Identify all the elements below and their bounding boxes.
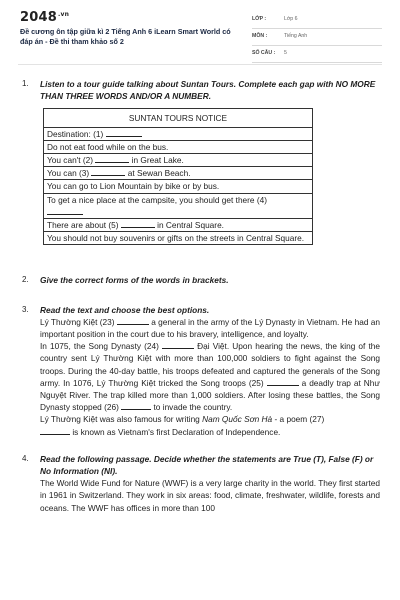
notice-row (44, 154, 312, 167)
question-2 (22, 274, 380, 286)
meta-value: 5 (284, 50, 287, 56)
meta-key: MÔN : (252, 33, 268, 39)
answer-blank-25[interactable] (267, 377, 299, 386)
answer-blank-5[interactable] (121, 219, 155, 228)
notice-text: You can (3) (47, 168, 90, 179)
question-4 (22, 453, 380, 514)
question-title: Give the correct forms of the words in brackets. (40, 275, 229, 286)
passage-paragraph (40, 316, 380, 340)
question-3 (22, 304, 380, 438)
question-title: Read the text and choose the best options. (40, 304, 210, 315)
notice-row (44, 180, 312, 193)
passage-text: Đại Việt. Upon hearing the news, the king of the country sent Lý Thường Kiệt with more than 100,000 soldiers to fight against the Song troops. During the 40-day battle, his troops defeated and captured the generals of the Song army. In 1076, Lý Thường Kiệt tricked the Song troops (25) (40, 341, 380, 388)
answer-blank-27[interactable] (40, 426, 70, 435)
meta-row-subject (252, 29, 382, 46)
notice-row (44, 167, 312, 180)
question-number: 4. (22, 453, 29, 463)
site-logo[interactable] (20, 10, 69, 25)
answer-blank-4[interactable] (47, 206, 83, 215)
meta-key: LỚP : (252, 16, 267, 22)
question-title: Listen to a tour guide talking about Suntan Tours. Complete each gap with NO MORE THAN THREE WORDS AND/OR A NUMBER. (40, 79, 376, 102)
question-number: 3. (22, 304, 29, 314)
notice-row (44, 128, 312, 141)
meta-row-question-count (252, 46, 382, 63)
answer-blank-3[interactable] (91, 167, 125, 176)
passage-text: a general in the army of the Lý Dynasty in Vietnam. He had an important position in the court due to his bravery, intelligence, and loyalty. (40, 316, 380, 340)
notice-table (43, 108, 313, 245)
question-1 (22, 78, 380, 245)
passage-paragraph (40, 413, 380, 437)
meta-value: Lớp 6 (284, 16, 298, 22)
notice-text: at Sewan Beach. (127, 168, 191, 179)
answer-blank-2[interactable] (95, 154, 129, 163)
notice-text: You should not buy souvenirs or gifts on the streets in Central Square. (47, 233, 305, 244)
passage-text: is known as Vietnam's first Declaration of Independence. (72, 426, 281, 437)
notice-text: in Central Square. (157, 220, 224, 231)
logo-suffix: .vn (57, 10, 70, 18)
notice-row (44, 232, 312, 244)
notice-text: Destination: (1) (47, 128, 104, 139)
document-title: Đề cương ôn tập giữa kì 2 Tiếng Anh 6 iLearn Smart World có đáp án - Đề thi tham khảo số 2 (20, 27, 231, 46)
meta-key: SỐ CÂU : (252, 50, 276, 56)
passage-paragraph (40, 340, 380, 413)
meta-row-class (252, 12, 382, 29)
passage-text: Lý Thường Kiệt was also famous for writing (40, 414, 200, 425)
page-header (0, 0, 400, 70)
notice-row (44, 141, 312, 154)
meta-table (252, 12, 382, 63)
notice-text: You can go to Lion Mountain by bike or by bus. (47, 181, 220, 192)
notice-row (44, 194, 312, 219)
answer-blank-24[interactable] (162, 340, 194, 349)
passage-text: Lý Thường Kiệt (23) (40, 316, 115, 327)
notice-text: To get a nice place at the campsite, you should get there (4) (47, 194, 267, 205)
header-divider (18, 64, 382, 65)
passage-paragraph: The World Wide Fund for Nature (WWF) is a very large charity in the world. They first started in 1961 in Switzerland. They work in six areas: food, climate, freshwater, wildlife, forests and oceans. The WWF has offices in more than 100 (40, 478, 380, 513)
notice-row (44, 219, 312, 232)
passage-text: - a poem (27) (274, 414, 325, 425)
notice-text: Do not eat food while on the bus. (47, 141, 169, 152)
document-body (0, 78, 400, 514)
passage-text: In 1075, the Song Dynasty (24) (40, 341, 159, 352)
poem-title: Nam Quốc Sơn Hà (202, 414, 273, 425)
passage-text: to invade the country. (153, 402, 233, 413)
question-number: 2. (22, 275, 29, 285)
passage-text: a deadly trap at Như Nguyệt River. The trap killed more than 1,000 soldiers. After losing these battles, the Song Dynasty stopped (26) (40, 377, 380, 413)
meta-value: Tiếng Anh (284, 33, 308, 39)
answer-blank-26[interactable] (121, 401, 151, 410)
logo-text: 2048 (20, 10, 57, 25)
notice-title: SUNTAN TOURS NOTICE (44, 109, 312, 127)
answer-blank-23[interactable] (117, 316, 149, 325)
question-title: Read the following passage. Decide whether the statements are True (T), False (F) or No Information (NI). (40, 453, 374, 477)
notice-text: in Great Lake. (131, 155, 184, 166)
notice-text: You can't (2) (47, 155, 94, 166)
question-number: 1. (22, 79, 29, 88)
answer-blank-1[interactable] (106, 128, 142, 137)
notice-text: There are about (5) (47, 220, 119, 231)
